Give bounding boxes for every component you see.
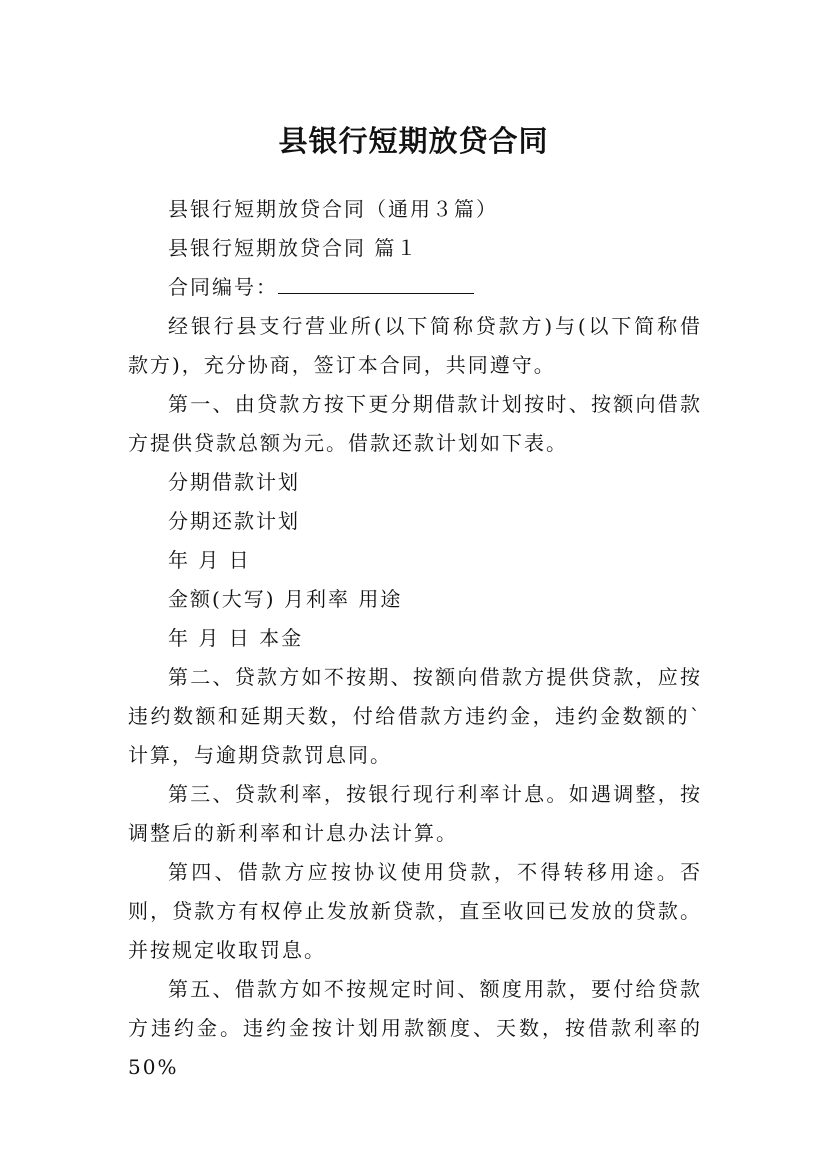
paragraph-intro: 经银行县支行营业所(以下简称贷款方)与(以下简称借款方)，充分协商，签订本合同，共同遵守。 xyxy=(128,314,702,377)
contract-number-label: 合同编号： xyxy=(168,275,278,299)
contract-number-blank xyxy=(278,268,474,294)
document-title: 县银行短期放贷合同 xyxy=(278,124,549,159)
paragraph-borrowing-plan: 分期借款计划 xyxy=(168,470,300,494)
paragraph-clause-5: 第五、借款方如不按规定时间、额度用款，要付给贷款方违约金。违约金按计划用款额度、天数，按借款利率的50% xyxy=(128,977,702,1079)
paragraph-amount-columns: 金额(大写) 月利率 用途 xyxy=(168,587,403,611)
paragraph-date: 年 月 日 xyxy=(168,548,251,572)
paragraph-date-principal: 年 月 日 本金 xyxy=(168,626,304,650)
paragraph-repayment-plan: 分期还款计划 xyxy=(168,509,300,533)
paragraph-clause-3: 第三、贷款利率，按银行现行利率计息。如遇调整，按调整后的新利率和计息办法计算。 xyxy=(128,782,702,845)
paragraph-clause-4: 第四、借款方应按协议使用贷款，不得转移用途。否则，贷款方有权停止发放新贷款，直至收回已发放的贷款。并按规定收取罚息。 xyxy=(128,860,702,962)
document-body xyxy=(128,190,702,1087)
paragraph-clause-1: 第一、由贷款方按下更分期借款计划按时、按额向借款方提供贷款总额为元。借款还款计划如下表。 xyxy=(128,392,702,455)
paragraph-section-heading: 县银行短期放贷合同 篇１ xyxy=(168,236,419,260)
paragraph-clause-2: 第二、贷款方如不按期、按额向借款方提供贷款，应按违约数额和延期天数，付给借款方违约金，违约金数额的`计算，与逾期贷款罚息同。 xyxy=(128,665,702,767)
contract-number-line xyxy=(128,268,702,307)
paragraph-subtitle: 县银行短期放贷合同（通用３篇） xyxy=(168,197,498,221)
